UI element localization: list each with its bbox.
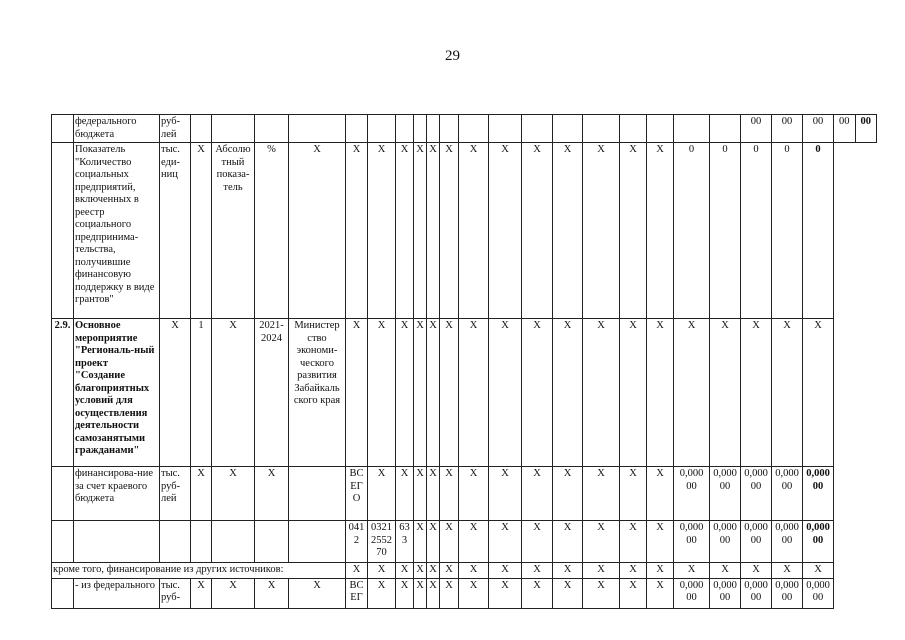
table-row-cell: 00 xyxy=(741,115,772,143)
table-row-cell xyxy=(427,115,440,143)
table-row-cell: Абсолю тный показа-тель xyxy=(212,143,255,319)
table-row-cell xyxy=(289,467,346,521)
table-row-cell: X xyxy=(647,143,674,319)
table-row-cell: федерального бюджета xyxy=(74,115,160,143)
federal-budget-row-cell: X xyxy=(396,578,414,608)
table-row-cell: 0 xyxy=(772,143,803,319)
table-row-cell: X xyxy=(583,319,620,467)
table-row-cell: X xyxy=(583,521,620,563)
other-sources-label: кроме того, финансирование из других источников: xyxy=(52,563,346,579)
federal-budget-row-cell: ВС ЕГ xyxy=(346,578,368,608)
table-row-cell xyxy=(74,521,160,563)
table-row-cell xyxy=(52,521,74,563)
table-row-cell xyxy=(674,115,710,143)
table-row-cell xyxy=(553,115,583,143)
table-row-cell: 0 xyxy=(674,143,710,319)
federal-budget-row-cell: X xyxy=(489,578,522,608)
table-row-cell: X xyxy=(160,319,191,467)
table-row-cell: % xyxy=(255,143,289,319)
table-row-cell: X xyxy=(772,319,803,467)
table-row-cell xyxy=(212,115,255,143)
table-row-cell: X xyxy=(427,521,440,563)
table-row xyxy=(52,521,877,563)
federal-budget-row-cell xyxy=(52,578,74,608)
table-row xyxy=(52,467,877,521)
table-row-cell: X xyxy=(427,467,440,521)
table-row-cell: X xyxy=(368,143,396,319)
federal-budget-row-cell: X xyxy=(255,578,289,608)
table-row-cell xyxy=(255,521,289,563)
table-row-cell xyxy=(414,115,427,143)
table-row-cell: X xyxy=(647,467,674,521)
table-row-cell: 0,000 00 xyxy=(674,467,710,521)
federal-budget-row-cell: X xyxy=(212,578,255,608)
other-sources-cell: X xyxy=(396,563,414,579)
table-row-cell: X xyxy=(553,143,583,319)
table-row-cell: Основное мероприятие "Региональ-ный проект "Создание благоприятных условий для осуществления деятельности самозанятыми гражданами" xyxy=(74,319,160,467)
table-row-cell: 0321 2552 70 xyxy=(368,521,396,563)
table-row-cell: X xyxy=(522,521,553,563)
federal-budget-row-cell: X xyxy=(368,578,396,608)
table-row-cell: X xyxy=(620,521,647,563)
table-row-cell: X xyxy=(647,319,674,467)
table-row-cell: 0,000 00 xyxy=(674,521,710,563)
federal-budget-row-cell: X xyxy=(583,578,620,608)
table-row-cell: X xyxy=(414,143,427,319)
table-row-cell: X xyxy=(414,467,427,521)
federal-budget-row-cell: 0,000 00 xyxy=(674,578,710,608)
table-row-cell: X xyxy=(741,319,772,467)
federal-budget-row-cell: 0,000 00 xyxy=(772,578,803,608)
other-sources-cell: X xyxy=(489,563,522,579)
table-row-cell: ВС ЕГ О xyxy=(346,467,368,521)
table-row-cell: 0,000 00 xyxy=(710,521,741,563)
page-number: 29 xyxy=(445,48,460,64)
table-row-cell xyxy=(191,521,212,563)
federal-budget-row-cell: X xyxy=(647,578,674,608)
table-row-cell: 1 xyxy=(191,319,212,467)
federal-budget-row-cell: X xyxy=(414,578,427,608)
other-sources-cell: X xyxy=(741,563,772,579)
table-row-cell xyxy=(710,115,741,143)
other-sources-cell: X xyxy=(583,563,620,579)
other-sources-cell: X xyxy=(710,563,741,579)
federal-budget-row-cell: X xyxy=(620,578,647,608)
table-row-cell: X xyxy=(620,319,647,467)
table-row-cell: руб-лей xyxy=(160,115,191,143)
other-sources-cell: X xyxy=(522,563,553,579)
table-row-cell: 00 xyxy=(772,115,803,143)
table-row-cell: X xyxy=(583,143,620,319)
table-row-cell xyxy=(289,115,346,143)
table-row-cell xyxy=(583,115,620,143)
table-row-cell: X xyxy=(620,143,647,319)
table-row-cell: X xyxy=(674,319,710,467)
table-row xyxy=(52,319,877,467)
table-row-cell xyxy=(459,115,489,143)
table-row-cell: 041 2 xyxy=(346,521,368,563)
table-row-cell: X xyxy=(346,319,368,467)
table-row-cell: тыс. руб-лей xyxy=(160,467,191,521)
table-row-cell: X xyxy=(459,467,489,521)
table-row xyxy=(52,143,877,319)
table-row-cell: X xyxy=(191,467,212,521)
table-row-cell: X xyxy=(553,467,583,521)
other-sources-cell: X xyxy=(414,563,427,579)
table-row-cell: 2.9. xyxy=(52,319,74,467)
table-row-cell: 0 xyxy=(803,143,834,319)
table-row-cell: 0,000 00 xyxy=(741,521,772,563)
table-row-cell: Показатель "Количество социальных предприятий, включенных в реестр социального предпринима-тельства, получившие финансовую поддержку в виде грантов" xyxy=(74,143,160,319)
table-row-cell: X xyxy=(212,467,255,521)
table-row-cell: X xyxy=(803,319,834,467)
table-row-cell xyxy=(396,115,414,143)
federal-budget-row-cell: 0,000 00 xyxy=(803,578,834,608)
table-row-cell: X xyxy=(414,319,427,467)
table-row-cell: X xyxy=(522,143,553,319)
table-row-cell: 0,000 00 xyxy=(772,467,803,521)
table-row-cell xyxy=(191,115,212,143)
table-row-cell xyxy=(160,521,191,563)
table-row-cell xyxy=(522,115,553,143)
table-row-cell: 0,000 00 xyxy=(803,521,834,563)
table-row-cell: 00 xyxy=(834,115,856,143)
table-row-cell: Министер ство экономи-ческого развития Забайкаль ского края xyxy=(289,319,346,467)
table-row-cell: X xyxy=(489,467,522,521)
table-row-cell: 0,000 00 xyxy=(803,467,834,521)
table-row-cell: X xyxy=(440,143,459,319)
table-row-cell: X xyxy=(522,467,553,521)
federal-budget-row-cell: X xyxy=(427,578,440,608)
table-row-cell: X xyxy=(489,143,522,319)
table-row-cell: X xyxy=(440,319,459,467)
table-row-cell: 00 xyxy=(855,115,877,143)
table-row-cell: X xyxy=(396,467,414,521)
table-row-cell: X xyxy=(346,143,368,319)
table-row-cell: X xyxy=(522,319,553,467)
other-sources-cell: X xyxy=(368,563,396,579)
table-row-cell: X xyxy=(414,521,427,563)
table-row-cell: X xyxy=(427,319,440,467)
other-sources-cell: X xyxy=(459,563,489,579)
federal-budget-row-cell: 0,000 00 xyxy=(710,578,741,608)
federal-budget-row xyxy=(52,578,877,608)
table-row-cell: X xyxy=(255,467,289,521)
other-sources-row xyxy=(52,563,877,579)
table-row-cell xyxy=(346,115,368,143)
table-row-cell: X xyxy=(459,319,489,467)
table-row-cell: X xyxy=(427,143,440,319)
other-sources-cell: X xyxy=(440,563,459,579)
table-row-cell: X xyxy=(440,467,459,521)
table-row-cell xyxy=(647,115,674,143)
table-row-cell: X xyxy=(489,319,522,467)
table-row-cell: X xyxy=(710,319,741,467)
federal-budget-row-cell: тыс. руб- xyxy=(160,578,191,608)
table-row-cell xyxy=(289,521,346,563)
table-row-cell: 00 xyxy=(803,115,834,143)
other-sources-cell: X xyxy=(427,563,440,579)
other-sources-cell: X xyxy=(674,563,710,579)
federal-budget-row-cell: X xyxy=(522,578,553,608)
federal-budget-row-cell: X xyxy=(289,578,346,608)
table-row-cell: X xyxy=(553,319,583,467)
table-row-cell: X xyxy=(191,143,212,319)
table-row-cell: тыс. еди-ниц xyxy=(160,143,191,319)
table-row-cell: X xyxy=(440,521,459,563)
other-sources-cell: X xyxy=(803,563,834,579)
other-sources-cell: X xyxy=(553,563,583,579)
table-row-cell xyxy=(212,521,255,563)
table-row-cell: X xyxy=(212,319,255,467)
table-row-cell: X xyxy=(368,319,396,467)
table-row-cell: X xyxy=(396,143,414,319)
federal-budget-row-cell: 0,000 00 xyxy=(741,578,772,608)
table-row-cell: X xyxy=(647,521,674,563)
table-row-cell xyxy=(255,115,289,143)
federal-budget-row-cell: X xyxy=(459,578,489,608)
other-sources-cell: X xyxy=(620,563,647,579)
federal-budget-row-cell: X xyxy=(440,578,459,608)
table-row-cell xyxy=(368,115,396,143)
other-sources-cell: X xyxy=(346,563,368,579)
table-row-cell: X xyxy=(396,319,414,467)
table-row-cell: финансирова-ние за счет краевого бюджета xyxy=(74,467,160,521)
table-row-cell: 2021-2024 xyxy=(255,319,289,467)
table-row-cell xyxy=(440,115,459,143)
other-sources-cell: X xyxy=(772,563,803,579)
table-row-cell: X xyxy=(620,467,647,521)
federal-budget-row-cell: X xyxy=(191,578,212,608)
program-table xyxy=(51,114,877,609)
table-row-cell: 0 xyxy=(710,143,741,319)
table-row-cell: X xyxy=(459,521,489,563)
federal-budget-row-cell: - из федерального xyxy=(74,578,160,608)
table-row-cell: X xyxy=(553,521,583,563)
table-row-cell: 0 xyxy=(741,143,772,319)
table-row-cell xyxy=(620,115,647,143)
table-row-cell: 63 3 xyxy=(396,521,414,563)
table-row-cell: 0,000 00 xyxy=(741,467,772,521)
table-row-cell xyxy=(52,143,74,319)
table-row xyxy=(52,115,877,143)
table-row-cell xyxy=(52,115,74,143)
table-row-cell: X xyxy=(459,143,489,319)
table-row-cell: X xyxy=(583,467,620,521)
table-row-cell: 0,000 00 xyxy=(772,521,803,563)
table-row-cell xyxy=(52,467,74,521)
table-row-cell: X xyxy=(289,143,346,319)
federal-budget-row-cell: X xyxy=(553,578,583,608)
table-row-cell: 0,000 00 xyxy=(710,467,741,521)
table-row-cell xyxy=(489,115,522,143)
other-sources-cell: X xyxy=(647,563,674,579)
table-row-cell: X xyxy=(489,521,522,563)
table-row-cell: X xyxy=(368,467,396,521)
